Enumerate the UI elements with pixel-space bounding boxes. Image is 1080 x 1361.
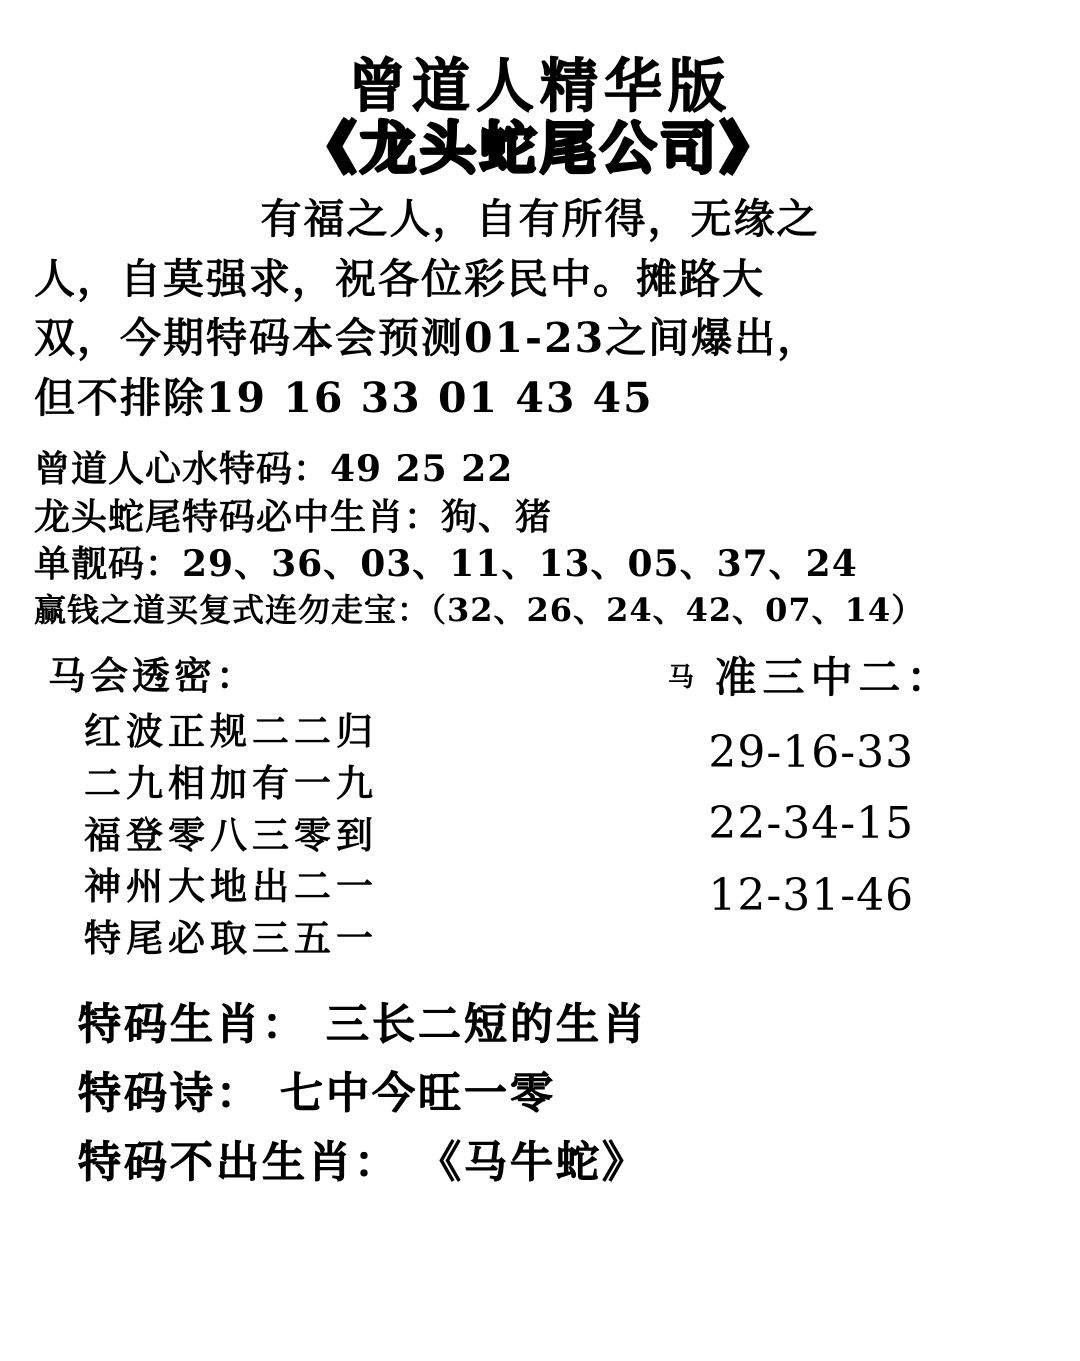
intro-block <box>28 190 1052 428</box>
bottom-row-excluded-label: 特码不出生肖： <box>78 1137 400 1188</box>
numbers-column <box>560 645 1052 965</box>
bottom-row-poem-label: 特码诗： <box>78 1068 262 1119</box>
poem-heading: 马会透密： <box>48 653 259 699</box>
intro-line-1: 有福之人，自有所得，无缘之 <box>260 195 820 244</box>
intro-line-2: 人，自莫强求，祝各位彩民中。摊路大 <box>34 254 765 303</box>
poem-line: 神州大地出二一 <box>84 864 378 909</box>
number-row: 29-16-33 <box>708 727 915 779</box>
poem-line: 二九相加有一九 <box>84 760 378 805</box>
bottom-row-zodiac-value: 三长二短的生肖 <box>326 1000 648 1050</box>
bottom-row-poem-value: 七中今旺一零 <box>280 1068 556 1119</box>
bottom-row-zodiac-label: 特码生肖： <box>78 1000 308 1050</box>
poem-line: 福登零八三零到 <box>84 812 378 857</box>
bottom-row-zodiac <box>78 991 1052 1060</box>
numbers-heading-text: 准三中二： <box>714 653 955 703</box>
number-row: 22-34-15 <box>708 798 915 850</box>
bottom-row-poem <box>78 1060 1052 1129</box>
intro-line-3: 双，今期特码本会预测01-23之间爆出， <box>34 314 821 363</box>
poem-line: 红波正规二二归 <box>84 709 378 754</box>
bottom-row-excluded-value: 《马牛蛇》 <box>418 1137 648 1188</box>
numbers-heading <box>570 645 1052 705</box>
poem-line: 特尾必取三五一 <box>84 916 378 961</box>
info-row-zodiac: 龙头蛇尾特码必中生肖：狗、猪 <box>34 495 553 538</box>
bottom-row-excluded-zodiac <box>78 1129 1052 1198</box>
poem-column <box>28 645 560 965</box>
page-subtitle: 《龙头蛇尾公司》 <box>300 115 780 182</box>
number-row: 12-31-46 <box>708 869 915 921</box>
bottom-block <box>28 991 1052 1197</box>
page-title: 曾道人精华版 <box>347 52 732 120</box>
info-row-combo-numbers: 赢钱之道买复式连勿走宝：（32、26、24、42、07、14） <box>34 590 925 629</box>
intro-line-4: 但不排除19 16 33 01 43 45 <box>34 373 654 422</box>
two-column-block <box>28 645 1052 965</box>
numbers-heading-lead: 马 <box>667 663 694 694</box>
info-block <box>28 446 1052 631</box>
info-row-single-numbers: 单靓码：29、36、03、11、13、05、37、24 <box>34 543 858 586</box>
info-row-lucky-numbers: 曾道人心水特码：49 25 22 <box>34 448 514 491</box>
